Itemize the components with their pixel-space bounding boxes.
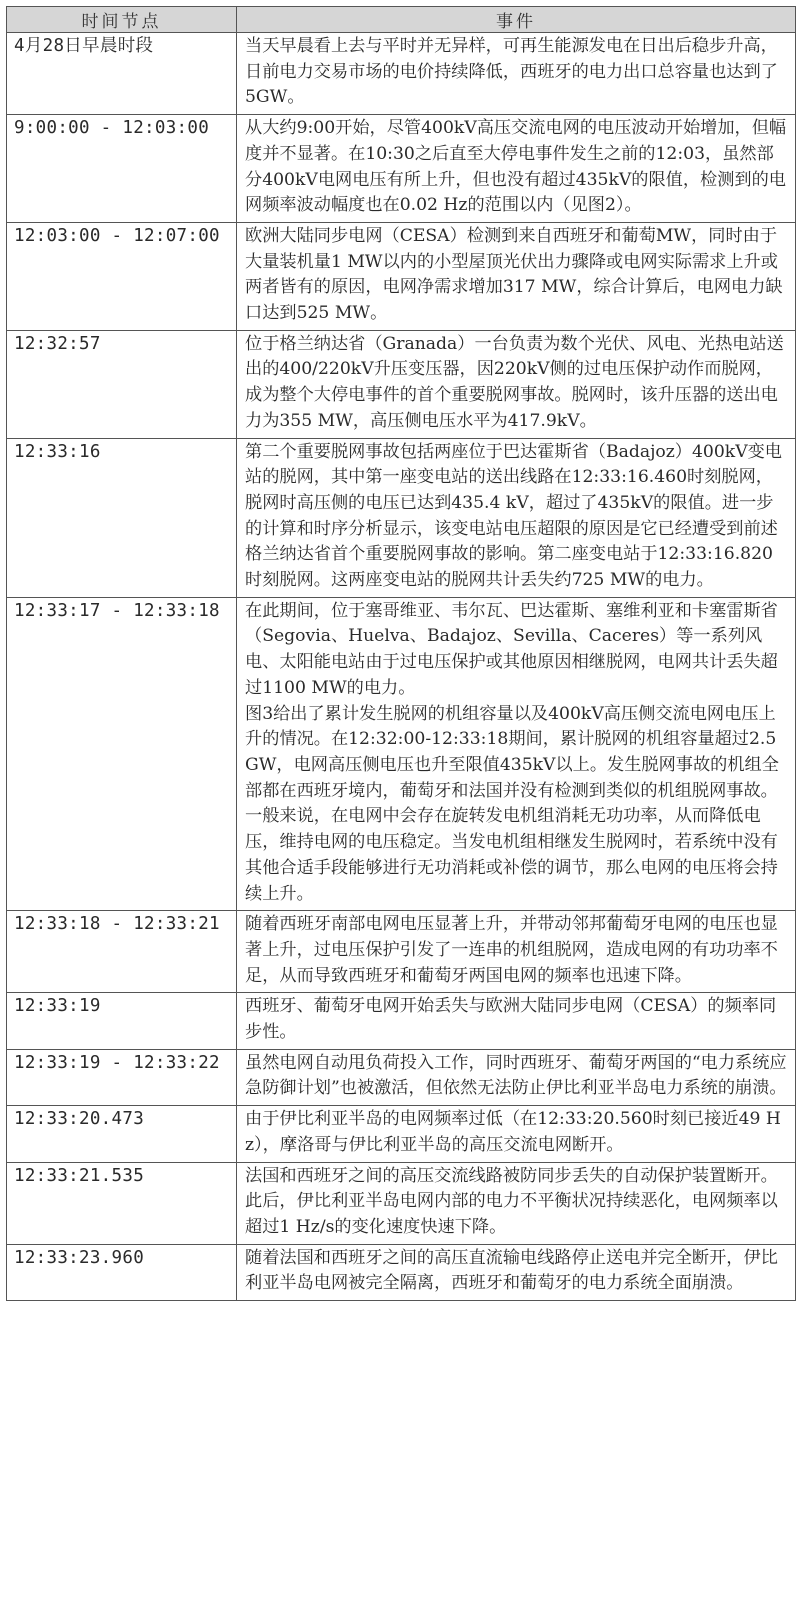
event-paragraph: 图3给出了累计发生脱网的机组容量以及400kV高压侧交流电网电压上升的情况。在12:32:00-12:33:18期间，累计脱网的机组容量超过2.5GW，电网高压侧电压也升至限值435kV以上。发生脱网事故的机组全部都在西班牙境内，葡萄牙和法国并没有检测到类似的机组脱网事故。 <box>245 703 779 801</box>
event-cell <box>237 438 796 597</box>
time-cell: 12:32:57 <box>7 330 237 438</box>
event-cell <box>237 33 796 115</box>
time-cell: 12:33:17 - 12:33:18 <box>7 597 237 910</box>
header-row <box>7 7 796 33</box>
event-paragraph: 位于格兰纳达省（Granada）一台负责为数个光伏、风电、光热电站送出的400/220kV升压变压器，因220kV侧的过电压保护动作而脱网，成为整个大停电事件的首个重要脱网事故。脱网时，该升压器的送出电力为355 MW，高压侧电压水平为417.9kV。 <box>245 333 784 431</box>
event-cell <box>237 115 796 223</box>
event-paragraph: 由于伊比利亚半岛的电网频率过低（在12:33:20.560时刻已接近49 Hz），摩洛哥与伊比利亚半岛的高压交流电网断开。 <box>245 1109 781 1155</box>
event-paragraph: 西班牙、葡萄牙电网开始丢失与欧洲大陆同步电网（CESA）的频率同步性。 <box>245 996 777 1043</box>
time-cell: 12:33:23.960 <box>7 1244 237 1300</box>
table-row <box>7 222 796 330</box>
event-cell <box>237 993 796 1049</box>
event-paragraph: 从大约9:00开始，尽管400kV高压交流电网的电压波动开始增加，但幅度并不显著。在10:30之后直至大停电事件发生之前的12:03，虽然部分400kV电网电压有所上升，但也没有超过435kV的限值，检测到的电网频率波动幅度也在0.02 Hz的范围以内（见图2）。 <box>245 118 787 216</box>
time-cell: 12:03:00 - 12:07:00 <box>7 222 237 330</box>
table-row <box>7 1244 796 1300</box>
event-paragraph: 一般来说，在电网中会存在旋转发电机组消耗无功功率，从而降低电压，维持电网的电压稳定。当发电机组相继发生脱网时，若系统中没有其他合适手段能够进行无功消耗或补偿的调节，那么电网的电压将会持续上升。 <box>245 806 778 904</box>
time-cell: 12:33:19 <box>7 993 237 1049</box>
time-cell: 4月28日早晨时段 <box>7 33 237 115</box>
event-cell <box>237 1106 796 1162</box>
table-row <box>7 33 796 115</box>
timeline-table-container <box>6 6 795 1301</box>
time-cell: 12:33:18 - 12:33:21 <box>7 911 237 993</box>
table-row <box>7 1049 796 1105</box>
time-cell: 12:33:16 <box>7 438 237 597</box>
event-paragraph: 随着法国和西班牙之间的高压直流输电线路停止送电并完全断开，伊比利亚半岛电网被完全隔离，西班牙和葡萄牙的电力系统全面崩溃。 <box>245 1247 778 1294</box>
table-row <box>7 438 796 597</box>
event-column-header: 事件 <box>237 7 796 33</box>
time-column-header: 时间节点 <box>7 7 237 33</box>
table-row <box>7 993 796 1049</box>
table-row <box>7 911 796 993</box>
event-cell <box>237 1049 796 1105</box>
table-row <box>7 330 796 438</box>
time-cell: 12:33:21.535 <box>7 1162 237 1244</box>
table-row <box>7 597 796 910</box>
event-paragraph: 当天早晨看上去与平时并无异样，可再生能源发电在日出后稳步升高，日前电力交易市场的电价持续降低，西班牙的电力出口总容量也达到了5GW。 <box>245 36 778 108</box>
table-row <box>7 1106 796 1162</box>
event-paragraph: 虽然电网自动甩负荷投入工作，同时西班牙、葡萄牙两国的“电力系统应急防御计划”也被激活，但依然无法防止伊比利亚半岛电力系统的崩溃。 <box>245 1052 787 1099</box>
time-cell: 12:33:19 - 12:33:22 <box>7 1049 237 1105</box>
event-paragraph: 欧洲大陆同步电网（CESA）检测到来自西班牙和葡萄MW，同时由于大量装机量1 MW以内的小型屋顶光伏出力骤降或电网实际需求上升或两者皆有的原因，电网净需求增加317 MW，综合计算后，电网电力缺口达到525 MW。 <box>245 225 783 324</box>
event-paragraph: 随着西班牙南部电网电压显著上升，并带动邻邦葡萄牙电网的电压也显著上升，过电压保护引发了一连串的机组脱网，造成电网的有功功率不足，从而导致西班牙和葡萄牙两国电网的频率也迅速下降。 <box>245 914 778 986</box>
event-paragraph: 在此期间，位于塞哥维亚、韦尔瓦、巴达霍斯、塞维利亚和卡塞雷斯省（Segovia、Huelva、Badajoz、Sevilla、Caceres）等一系列风电、太阳能电站由于过电压保护或其他原因相继脱网，电网共计丢失超过1100 MW的电力。 <box>245 600 778 698</box>
time-cell: 12:33:20.473 <box>7 1106 237 1162</box>
event-cell <box>237 597 796 910</box>
event-cell <box>237 330 796 438</box>
table-row <box>7 115 796 223</box>
event-cell <box>237 1244 796 1300</box>
time-cell: 9:00:00 - 12:03:00 <box>7 115 237 223</box>
table-row <box>7 1162 796 1244</box>
table-body <box>7 33 796 1301</box>
timeline-table <box>6 6 796 1301</box>
event-paragraph: 第二个重要脱网事故包括两座位于巴达霍斯省（Badajoz）400kV变电站的脱网，其中第一座变电站的送出线路在12:33:16.460时刻脱网，脱网时高压侧的电压已达到435.4 kV，超过了435kV的限值。进一步的计算和时序分析显示，该变电站电压超限的原因是它已经遭受到前述格兰纳达省首个重要脱网事故的影响。第二座变电站于12:33:16.820时刻脱网。这两座变电站的脱网共计丢失约725 MW的电力。 <box>245 441 782 591</box>
event-cell <box>237 1162 796 1244</box>
event-cell <box>237 222 796 330</box>
event-paragraph: 法国和西班牙之间的高压交流线路被防同步丢失的自动保护装置断开。此后，伊比利亚半岛电网内部的电力不平衡状况持续恶化，电网频率以超过1 Hz/s的变化速度快速下降。 <box>245 1165 778 1237</box>
event-cell <box>237 911 796 993</box>
